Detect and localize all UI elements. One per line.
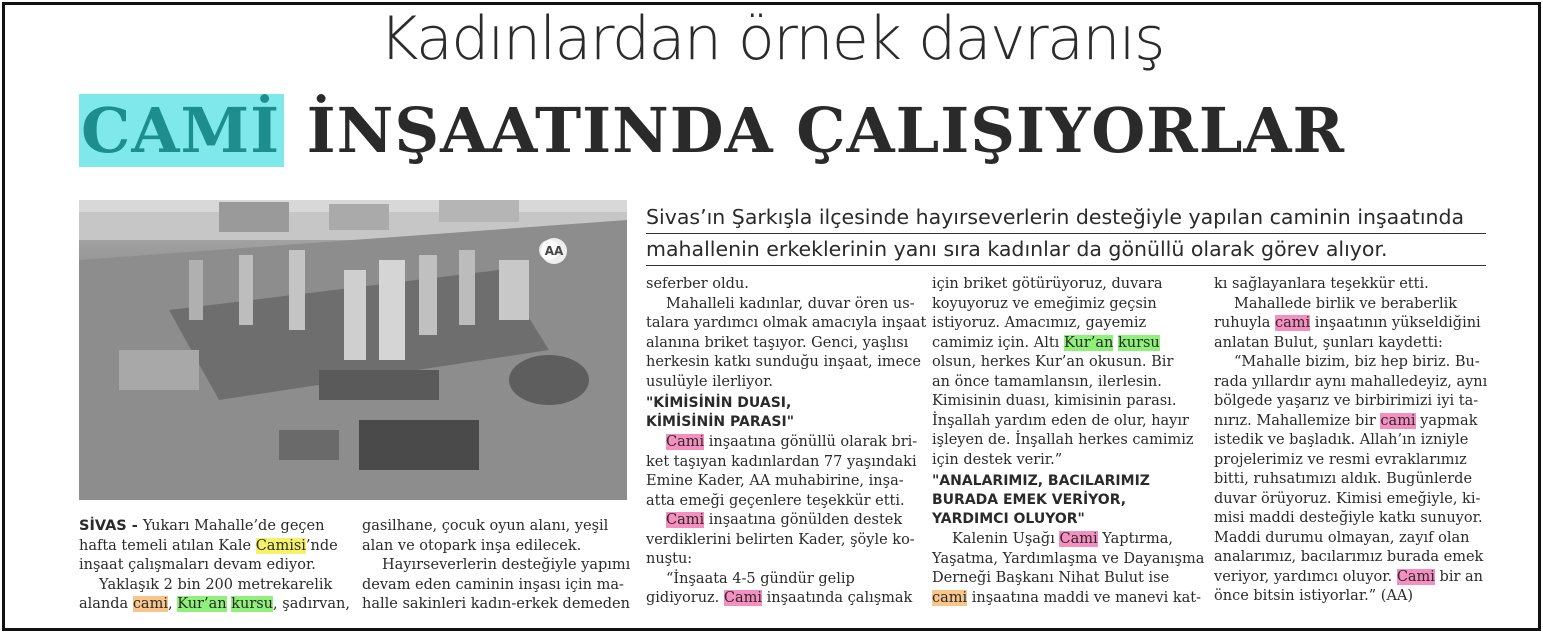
text: talara yardımcı olmak amacıyla inşaat	[646, 315, 927, 331]
text: inşaatına maddi ve manevi kat-	[967, 589, 1202, 606]
text: “İnşaata 4-5 gündür gelip	[666, 570, 855, 587]
text: ’nde	[305, 537, 338, 554]
subheading-2	[932, 472, 1204, 529]
text: alanına briket taşıyor. Genci, yaşlısı	[646, 334, 909, 351]
text: inşaatına gönülden destek	[704, 512, 903, 528]
lead-paragraph	[646, 202, 1486, 266]
subheading-line: "ANALARIMIZ, BACILARIMIZ	[932, 473, 1150, 489]
text: Yaptırma,	[1097, 531, 1173, 547]
text: yapmak	[1415, 412, 1478, 429]
text: atta emeği geçenlere teşekkür etti.	[646, 492, 905, 509]
text: rada yıllardır aynı mahalledeyiz, aynı	[1214, 373, 1488, 390]
text: bölgede yaşarız ve birbirimizi iyi ta-	[1214, 393, 1479, 409]
text: anlatan Bulut, şunları kaydetti:	[1214, 334, 1443, 351]
text: istedik ve başladık. Allah’ın izniyle	[1214, 432, 1469, 448]
headline-highlight: CAMİ	[79, 94, 284, 167]
text: an önce tamamlansın, ilerlesin.	[932, 373, 1162, 390]
text: İnşallah yardım eden de olur, hayır	[932, 412, 1189, 429]
text: herkesin katkı sunduğu inşaat, imece	[646, 354, 921, 370]
highlight: Cami	[666, 434, 705, 450]
text: önce bitsin istiyorlar.” (AA)	[1214, 588, 1414, 604]
column-1	[79, 517, 350, 615]
text: Yaklaşık 2 bin 200 metrekarelik	[99, 576, 333, 593]
highlight: Kur’an	[177, 596, 227, 612]
text: inşaatının yükseldiğini	[1310, 315, 1481, 331]
text: duvar örüyoruz. Kimisi emeğiyle, ki-	[1214, 490, 1481, 507]
text: alan ve otopark inşa edilecek.	[362, 537, 582, 554]
text: Mahalleli kadınlar, duvar ören us-	[666, 295, 915, 312]
text: Yaşatma, Yardımlaşma ve Dayanışma	[932, 550, 1205, 567]
subheading-1	[646, 394, 926, 432]
headline-line1: Kadınlardan örnek davranış	[379, 4, 1164, 74]
text: işleyen de. İnşallah herkes camimiz	[932, 432, 1194, 448]
highlight: cami	[1275, 315, 1311, 331]
text: projelerimiz ve resmi evraklarımız	[1214, 451, 1467, 468]
text: halle sakinleri kadın-erkek demeden	[362, 596, 630, 612]
column-5	[1214, 275, 1487, 607]
text: Yukarı Mahalle’de geçen	[142, 518, 325, 534]
column-3	[646, 275, 926, 609]
text: devam eden caminin inşası için ma-	[362, 576, 624, 593]
highlight: cami	[1380, 412, 1416, 429]
text: bitti, ruhsatımızı aldık. Bugünlerde	[1214, 471, 1473, 487]
text: Mahallede birlik ve beraberlik	[1234, 295, 1458, 312]
column-4	[932, 275, 1204, 608]
text: Emine Kader, AA muhabirine, inşa-	[646, 473, 904, 489]
highlight: kursu	[1117, 334, 1160, 351]
text: bir an	[1434, 568, 1484, 585]
highlight: kursu	[231, 596, 274, 612]
text: Maddi durumu olmayan, zayıf olan	[1214, 529, 1470, 546]
text: seferber oldu.	[646, 276, 749, 292]
text: misi maddi desteğiyle katkı sunuyor.	[1214, 510, 1483, 526]
dateline: SİVAS -	[79, 518, 143, 534]
text: Kalenin Uşağı	[952, 531, 1060, 547]
text: Hayırseverlerin desteğiyle yapımı	[382, 557, 631, 573]
headline-line2	[79, 88, 1345, 174]
text: , şadırvan,	[273, 596, 350, 612]
highlight: Cami	[666, 512, 705, 528]
subheading-line: YARDIMCI OLUYOR"	[932, 511, 1085, 527]
text: kı sağlayanlara teşekkür etti.	[1214, 276, 1429, 292]
text: nırız. Mahallemize bir	[1214, 412, 1381, 429]
aa-logo-icon: AA	[541, 238, 567, 264]
text: koyuyoruz ve emeğimiz geçsin	[932, 295, 1157, 312]
highlight: Kur’an	[1063, 334, 1114, 351]
text: gasilhane, çocuk oyun alanı, yeşil	[362, 518, 609, 534]
text: hafta temeli atılan Kale	[79, 537, 256, 554]
lead-line1: Sivas’ın Şarkışla ilçesinde hayırseverlerin desteğiyle yapılan caminin inşaatında	[646, 202, 1486, 234]
subheading-line: KİMİSİNİN PARASI"	[646, 414, 795, 430]
text: için destek verir.”	[932, 451, 1063, 468]
text: inşaatına gönüllü olarak bri-	[704, 434, 918, 450]
text: veriyor, yardımcı oluyor.	[1214, 568, 1397, 585]
text: Kimisinin duası, kimisinin parası.	[932, 393, 1177, 409]
headline-line2-rest: İNŞAATINDA ÇALIŞIYORLAR	[284, 94, 1346, 167]
subheading-line: BURADA EMEK VERİYOR,	[932, 492, 1127, 508]
highlight: Cami	[1396, 568, 1435, 585]
text: ,	[167, 596, 178, 612]
column-2	[362, 517, 630, 615]
text: “Mahalle bizim, biz hep biriz. Bu-	[1234, 354, 1480, 370]
text: ruhuyla	[1214, 315, 1276, 331]
text: verdiklerini belirten Kader, şöyle ko-	[646, 531, 915, 548]
text: inşaat çalışmaları devam ediyor.	[79, 557, 316, 573]
lead-line2: mahallenin erkeklerinin yanı sıra kadınlar da gönüllü olarak görev alıyor.	[646, 234, 1486, 266]
text: için briket götürüyoruz, duvara	[932, 276, 1163, 292]
subheading-line: "KİMİSİNİN DUASI,	[646, 395, 792, 411]
text: camimiz için. Altı	[932, 334, 1064, 351]
text: istiyoruz. Amacımız, gayemiz	[932, 315, 1147, 331]
highlight: cami	[132, 596, 168, 612]
text: nuştu:	[646, 551, 693, 567]
text: olsun, herkes Kur’an okusun. Bir	[932, 354, 1174, 370]
text: Derneği Başkanı Nihat Bulut ise	[932, 570, 1170, 586]
highlight: Cami	[723, 590, 763, 606]
text: usulüyle ilerliyor.	[646, 373, 774, 390]
text: analarımız, bacılarımız burada emek	[1214, 549, 1484, 565]
text: alanda	[79, 596, 133, 612]
text: ket taşıyan kadınlardan 77 yaşındaki	[646, 453, 917, 470]
text: gidiyoruz.	[646, 590, 724, 606]
text: inşaatında çalışmak	[762, 590, 913, 606]
highlight: Cami	[1059, 531, 1098, 547]
highlight: cami	[932, 589, 968, 606]
highlight: Camisi	[255, 537, 306, 554]
